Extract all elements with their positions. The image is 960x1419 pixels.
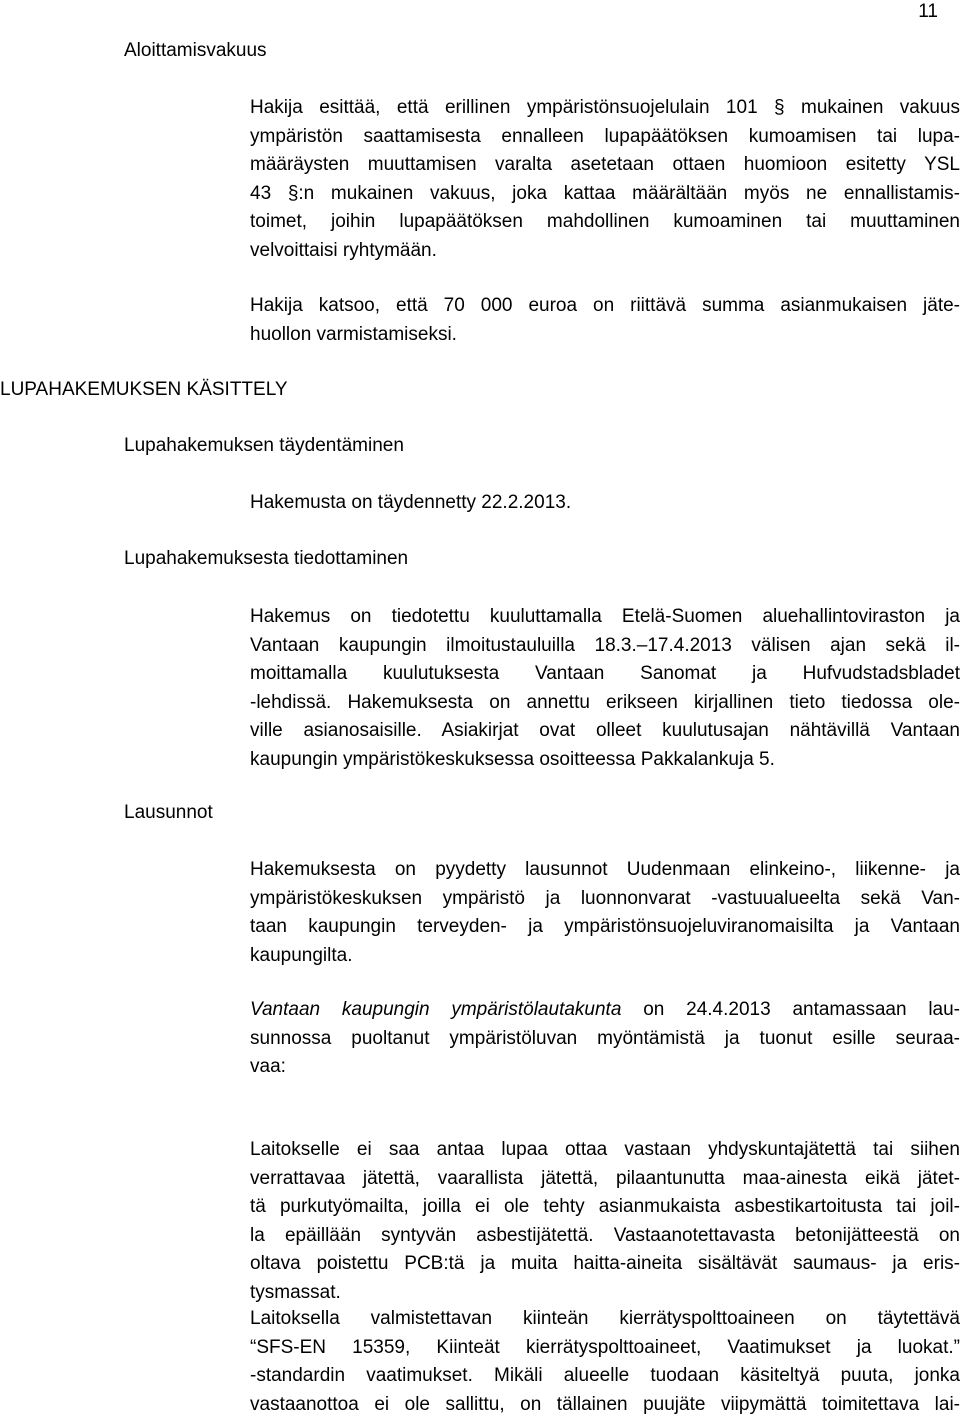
text-line [250, 996, 960, 1025]
paragraph-summa [250, 292, 960, 349]
paragraph-vakuus [250, 94, 960, 266]
text-line: Hakemus on tiedotettu kuuluttamalla Etelä-Suomen aluehallintoviraston ja [250, 606, 960, 627]
text-line: -lehdissä. Hakemuksesta on annettu erikseen kirjallinen tieto tiedossa ole- [250, 691, 960, 713]
text-line: ympäristön saattamisesta ennalleen lupapäätöksen kumoamisen tai lupa- [250, 125, 960, 147]
heading-kasittely: LUPAHAKEMUKSEN KÄSITTELY [0, 379, 288, 400]
paragraph-kierratyspolttoaine [250, 1305, 960, 1419]
text-line: vastaanottoa ei ole sallittu, on tällainen puujäte viipymättä toimitettava lai- [250, 1393, 960, 1415]
text-line: 43 §:n mukainen vakuus, joka kattaa määrältään myös ne ennallistamis- [250, 182, 960, 204]
paragraph-taydennetty: Hakemusta on täydennetty 22.2.2013. [250, 492, 572, 513]
text-line: moittamalla kuulutuksesta Vantaan Sanomat ja Hufvudstadsbladet [250, 663, 960, 685]
text-line: vaa: [250, 1056, 286, 1078]
text-line: Laitoksella valmistettavan kiinteän kierrätyspolttoaineen on täytettävä [250, 1308, 960, 1329]
text-line: Vantaan kaupungin ilmoitustauluilla 18.3.–17.4.2013 välisen ajan sekä il- [250, 634, 960, 656]
text-line: “SFS-EN 15359, Kiinteät kierrätyspolttoaineet, Vaatimukset ja luokat.” [250, 1336, 960, 1358]
text-line: kaupungilta. [250, 944, 353, 966]
text-line: la epäillään syntyvän asbestijätettä. Vastaanotettavasta betonijätteestä on [250, 1224, 960, 1246]
lautakunta-name: Vantaan kaupungin ympäristölautakunta [250, 999, 622, 1020]
page-number: 11 [918, 1, 938, 22]
text-line: määräysten muuttamisen varalta asetetaan ottaen huomioon esitetty YSL [250, 154, 960, 176]
text-line: Hakija katsoo, että 70 000 euroa on riittävä summa asianmukaisen jäte- [250, 295, 960, 316]
heading-tiedottaminen: Lupahakemuksesta tiedottaminen [124, 548, 409, 569]
heading-taydentaminen: Lupahakemuksen täydentäminen [124, 435, 404, 456]
paragraph-ymparistolautakunta [250, 996, 960, 1082]
text-line: taan kaupungin terveyden- ja ympäristönsuojeluviranomaisilta ja Vantaan [250, 916, 960, 938]
text-line: kaupungin ympäristökeskuksessa osoitteessa Pakkalankuja 5. [250, 748, 775, 770]
text-line: toimet, joihin lupapäätöksen mahdollinen kumoaminen tai muuttaminen [250, 211, 960, 233]
text-line: tysmassat. [250, 1281, 341, 1303]
heading-aloittamisvakuus: Aloittamisvakuus [124, 40, 267, 61]
text-fragment: on 24.4.2013 antamassaan lau- [621, 999, 960, 1020]
text-line: Hakemuksesta on pyydetty lausunnot Uudenmaan elinkeino-, liikenne- ja [250, 859, 960, 880]
text-line: oltava poistettu PCB:tä ja muita haitta-aineita sisältävät saumaus- ja eris- [250, 1253, 960, 1275]
paragraph-jatteet [250, 1136, 960, 1308]
heading-lausunnot: Lausunnot [124, 802, 213, 823]
text-line: huollon varmistamiseksi. [250, 323, 457, 345]
text-line: tä purkutyömailta, joilla ei ole tehty asianmukaista asbestikartoitusta tai joil- [250, 1196, 960, 1218]
text-line: velvoittaisi ryhtymään. [250, 239, 437, 261]
text-line: Laitokselle ei saa antaa lupaa ottaa vastaan yhdyskuntajätettä tai siihen [250, 1139, 960, 1160]
text-line: sunnossa puoltanut ympäristöluvan myöntämistä ja tuonut esille seuraa- [250, 1027, 960, 1049]
text-line: -standardin vaatimukset. Mikäli alueelle tuodaan käsiteltyä puuta, jonka [250, 1365, 960, 1387]
text-line: verrattavaa jätettä, vaarallista jätettä, pilaantunutta maa-ainesta eikä jätet- [250, 1167, 960, 1189]
paragraph-lausuntopyynto [250, 856, 960, 970]
paragraph-tiedotus [250, 603, 960, 775]
text-line: ville asianosaisille. Asiakirjat ovat olleet kuulutusajan nähtävillä Vantaan [250, 720, 960, 742]
text-line: ympäristökeskuksen ympäristö ja luonnonvarat -vastuualueelta sekä Van- [250, 887, 960, 909]
text-line: Hakija esittää, että erillinen ympäristönsuojelulain 101 § mukainen vakuus [250, 97, 960, 118]
